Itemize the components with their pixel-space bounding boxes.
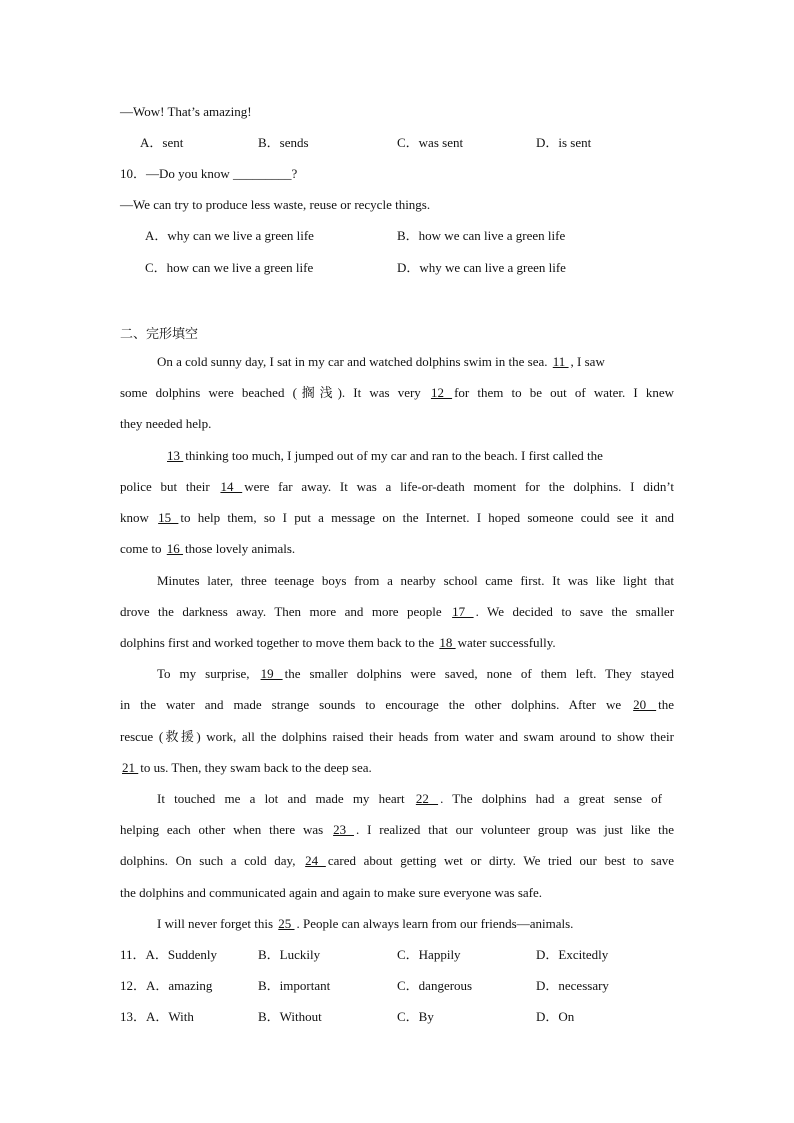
q10-reply: —We can try to produce less waste, reuse or recycle things.	[120, 197, 431, 212]
blank-16: 16	[166, 541, 184, 556]
blank-25: 25	[278, 916, 295, 931]
passage-line: rescue (救援) work, all the dolphins raised their heads from water and swam around to show their	[120, 729, 674, 744]
q9-option-d: D．is sent	[536, 135, 592, 150]
passage-line: dolphins first and worked together to move them back to the 18 water successfully.	[120, 635, 556, 650]
q10-option-c: C．how can we live a green life	[145, 260, 314, 275]
section-title: 二、完形填空	[120, 327, 199, 342]
passage-line: To my surprise, 19 the smaller dolphins were saved, none of them left. They stayed	[157, 666, 675, 681]
q9-option-b: B．sends	[258, 135, 309, 150]
q10-stem: 10．—Do you know _________?	[120, 166, 298, 181]
blank-22: 22	[415, 791, 439, 806]
q11-option-c: C．Happily	[397, 947, 461, 962]
passage-line: I will never forget this 25 . People can always learn from our friends—animals.	[157, 916, 574, 931]
blank-21: 21	[122, 760, 139, 775]
passage-line: know 15 to help them, so I put a message on the Internet. I hoped someone could see it and	[120, 510, 674, 525]
blank-12: 12	[430, 385, 453, 400]
q10-option-d: D．why we can live a green life	[397, 260, 566, 275]
q11-option-d: D．Excitedly	[536, 947, 609, 962]
passage-line: Minutes later, three teenage boys from a nearby school came first. It was like light that	[157, 573, 674, 588]
blank-19: 19	[260, 666, 283, 681]
blank-14: 14	[220, 479, 243, 494]
passage-line: police but their 14 were far away. It was a life-or-death moment for the dolphins. I didn’t	[120, 479, 675, 494]
passage-line: in the water and made strange sounds to encourage the other dolphins. After we 20 the	[120, 697, 675, 712]
passage-line: 21 to us. Then, they swam back to the deep sea.	[122, 760, 372, 775]
blank-23: 23	[333, 822, 354, 837]
q13-option-d: D．On	[536, 1009, 575, 1024]
blank-15: 15	[158, 510, 179, 525]
q9-option-a: A．sent	[140, 135, 184, 150]
q12-option-d: D．necessary	[536, 978, 609, 993]
blank-11: 11	[552, 354, 569, 369]
passage-line: drove the darkness away. Then more and more people 17 . We decided to save the smaller	[120, 604, 675, 619]
passage-line: 13 thinking too much, I jumped out of my car and ran to the beach. I first called the	[167, 448, 603, 463]
passage-line: the dolphins and communicated again and again to make sure everyone was safe.	[120, 885, 542, 900]
passage-line: they needed help.	[120, 416, 212, 431]
q11-option-b: B．Luckily	[258, 947, 321, 962]
q13-option-b: B．Without	[258, 1009, 322, 1024]
q9-reply: —Wow! That’s amazing!	[120, 104, 252, 119]
blank-18: 18	[439, 635, 456, 650]
q10-option-a: A．why can we live a green life	[145, 228, 314, 243]
blank-24: 24	[305, 853, 326, 868]
q11-option-a: 11．A．Suddenly	[120, 947, 218, 962]
q12-option-a: 12．A．amazing	[120, 978, 213, 993]
blank-17: 17	[452, 604, 474, 619]
passage-line: helping each other when there was 23 . I realized that our volunteer group was just like the	[120, 822, 674, 837]
q13-option-a: 13．A．With	[120, 1009, 194, 1024]
passage-line: some dolphins were beached (搁浅). It was very 12 for them to be out of water. I knew	[120, 385, 674, 400]
q10-option-b: B．how we can live a green life	[397, 228, 566, 243]
q12-option-c: C．dangerous	[397, 978, 473, 993]
passage-line: It touched me a lot and made my heart 22 . The dolphins had a great sense of	[157, 791, 663, 806]
q12-option-b: B．important	[258, 978, 331, 993]
blank-13: 13	[167, 448, 184, 463]
passage-line: On a cold sunny day, I sat in my car and watched dolphins swim in the sea. 11 , I saw	[157, 354, 605, 369]
blank-20: 20	[633, 697, 657, 712]
passage-line: dolphins. On such a cold day, 24 cared about getting wet or dirty. We tried our best to save	[120, 853, 675, 868]
passage-line: come to 16 those lovely animals.	[120, 541, 296, 556]
q13-option-c: C．By	[397, 1009, 434, 1024]
q9-option-c: C．was sent	[397, 135, 464, 150]
